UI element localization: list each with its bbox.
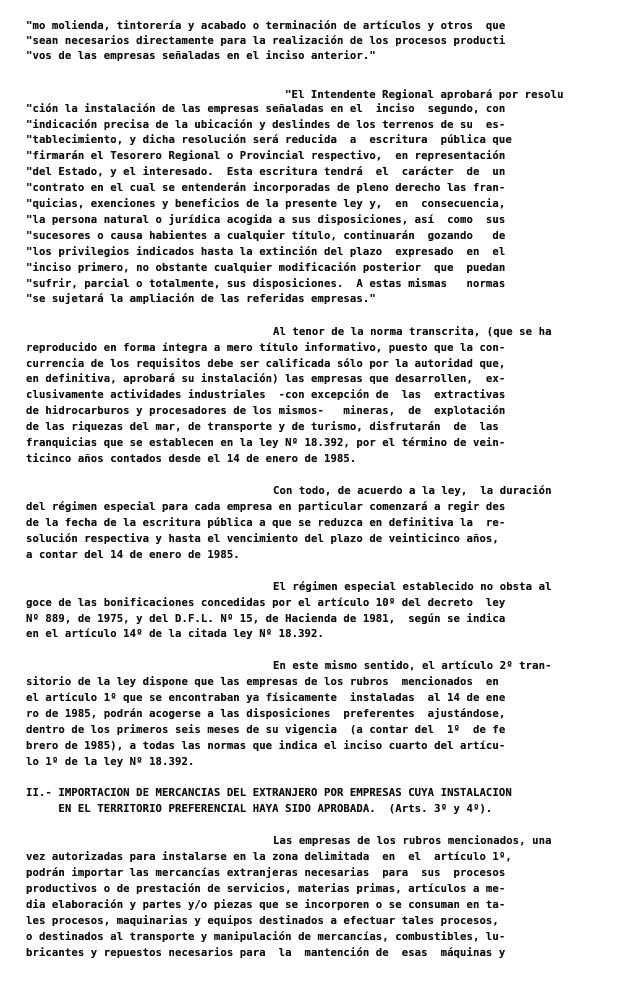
text-line: productivos o de prestación de servicios, materias primas, artículos a me- <box>26 883 506 895</box>
text-line: lo 1º de la ley Nº 18.392. <box>26 756 195 768</box>
text-line: "sean necesarios directamente para la realización de los procesos producti <box>26 35 506 47</box>
text-line: solución respectiva y hasta el vencimiento del plazo de veinticinco años, <box>26 533 499 545</box>
text-line: Con todo, de acuerdo a la ley, la duración <box>273 485 552 497</box>
text-line: "tablecimiento, y dicha resolución será reducida a escritura pública que <box>26 134 512 146</box>
text-line: Al tenor de la norma transcrita, (que se ha <box>273 326 552 338</box>
text-line: En este mismo sentido, el artículo 2º tran- <box>273 660 552 672</box>
text-line: "mo molienda, tintorería y acabado o terminación de artículos y otros que <box>26 20 506 32</box>
text-line: "los privilegios indicados hasta la extinción del plazo expresado en el <box>26 246 506 258</box>
text-line: ro de 1985, podrán acogerse a las disposiciones preferentes ajustándose, <box>26 708 506 720</box>
text-line: "sucesores o causa habientes a cualquier título, continuarán gozando de <box>26 230 506 242</box>
text-line: a contar del 14 de enero de 1985. <box>26 549 240 561</box>
section-heading-line: II.- IMPORTACION DE MERCANCIAS DEL EXTRANJERO POR EMPRESAS CUYA INSTALACION <box>26 787 512 799</box>
text-line: "indicación precisa de la ubicación y deslindes de los terrenos de su es- <box>26 119 506 131</box>
text-line: "la persona natural o jurídica acogida a sus disposiciones, así como sus <box>26 214 506 226</box>
text-line: de hidrocarburos y procesadores de los mismos- mineras, de explotación <box>26 405 506 417</box>
text-line: en el artículo 14º de la citada ley Nº 18.392. <box>26 628 324 640</box>
text-line: dentro de los primeros seis meses de su vigencia (a contar del 1º de fe <box>26 724 506 736</box>
text-line: en definitiva, aprobará su instalación) las empresas que desarrollen, ex- <box>26 373 506 385</box>
text-line: de las riquezas del mar, de transporte y de turismo, disfrutarán de las <box>26 421 499 433</box>
text-line: "quicias, exenciones y beneficios de la presente ley y, en consecuencia, <box>26 198 506 210</box>
text-line: Nº 889, de 1975, y del D.F.L. Nº 15, de Hacienda de 1981, según se indica <box>26 613 506 625</box>
text-line: goce de las bonificaciones concedidas por el artículo 10º del decreto ley <box>26 597 506 609</box>
text-line: podrán importar las mercancías extranjeras necesarias para sus procesos <box>26 867 506 879</box>
text-line: sitorio de la ley dispone que las empresas de los rubros mencionados en <box>26 676 499 688</box>
text-line: bricantes y repuestos necesarios para la mantención de esas máquinas y <box>26 947 506 959</box>
text-line: franquicias que se establecen en la ley Nº 18.392, por el término de vein- <box>26 437 506 449</box>
text-line: brero de 1985), a todas las normas que indica el inciso cuarto del artícu- <box>26 740 506 752</box>
section-heading-line: EN EL TERRITORIO PREFERENCIAL HAYA SIDO APROBADA. (Arts. 3º y 4º). <box>26 803 493 815</box>
text-line: currencia de los requisitos debe ser calificada sólo por la autoridad que, <box>26 358 506 370</box>
text-line: "vos de las empresas señaladas en el inciso anterior." <box>26 50 376 62</box>
text-line: "inciso primero, no obstante cualquier modificación posterior que puedan <box>26 262 506 274</box>
text-line: o destinados al transporte y manipulación de mercancías, combustibles, lu- <box>26 931 506 943</box>
text-line: "ción la instalación de las empresas señaladas en el inciso segundo, con <box>26 103 506 115</box>
text-line: El régimen especial establecido no obsta al <box>273 581 552 593</box>
text-line: "del Estado, y el interesado. Esta escritura tendrá el carácter de un <box>26 166 506 178</box>
text-line: "sufrir, parcial o totalmente, sus disposiciones. A estas mismas normas <box>26 278 506 290</box>
text-line: les procesos, maquinarias y equipos destinados a efectuar tales procesos, <box>26 915 499 927</box>
text-line: dia elaboración y partes y/o piezas que se incorporen o se consuman en ta- <box>26 899 506 911</box>
text-line: Las empresas de los rubros mencionados, una <box>273 835 552 847</box>
text-line: el artículo 1º que se encontraban ya físicamente instaladas al 14 de ene <box>26 692 506 704</box>
text-line: "El Intendente Regional aprobará por resolu <box>285 89 564 101</box>
text-line: ticinco años contados desde el 14 de enero de 1985. <box>26 453 357 465</box>
text-line: "contrato en el cual se entenderán incorporadas de pleno derecho las fran- <box>26 182 506 194</box>
text-line: "firmarán el Tesorero Regional o Provincial respectivo, en representación <box>26 150 506 162</box>
text-line: de la fecha de la escritura pública a que se reduzca en definitiva la re- <box>26 517 506 529</box>
text-line: del régimen especial para cada empresa en particular comenzará a regir des <box>26 501 506 513</box>
text-line: "se sujetará la ampliación de las referidas empresas." <box>26 293 376 305</box>
text-line: reproducido en forma íntegra a mero título informativo, puesto que la con- <box>26 342 506 354</box>
text-line: clusivamente actividades industriales -con excepción de las extractivas <box>26 389 506 401</box>
text-line: vez autorizadas para instalarse en la zona delimitada en el artículo 1º, <box>26 851 512 863</box>
